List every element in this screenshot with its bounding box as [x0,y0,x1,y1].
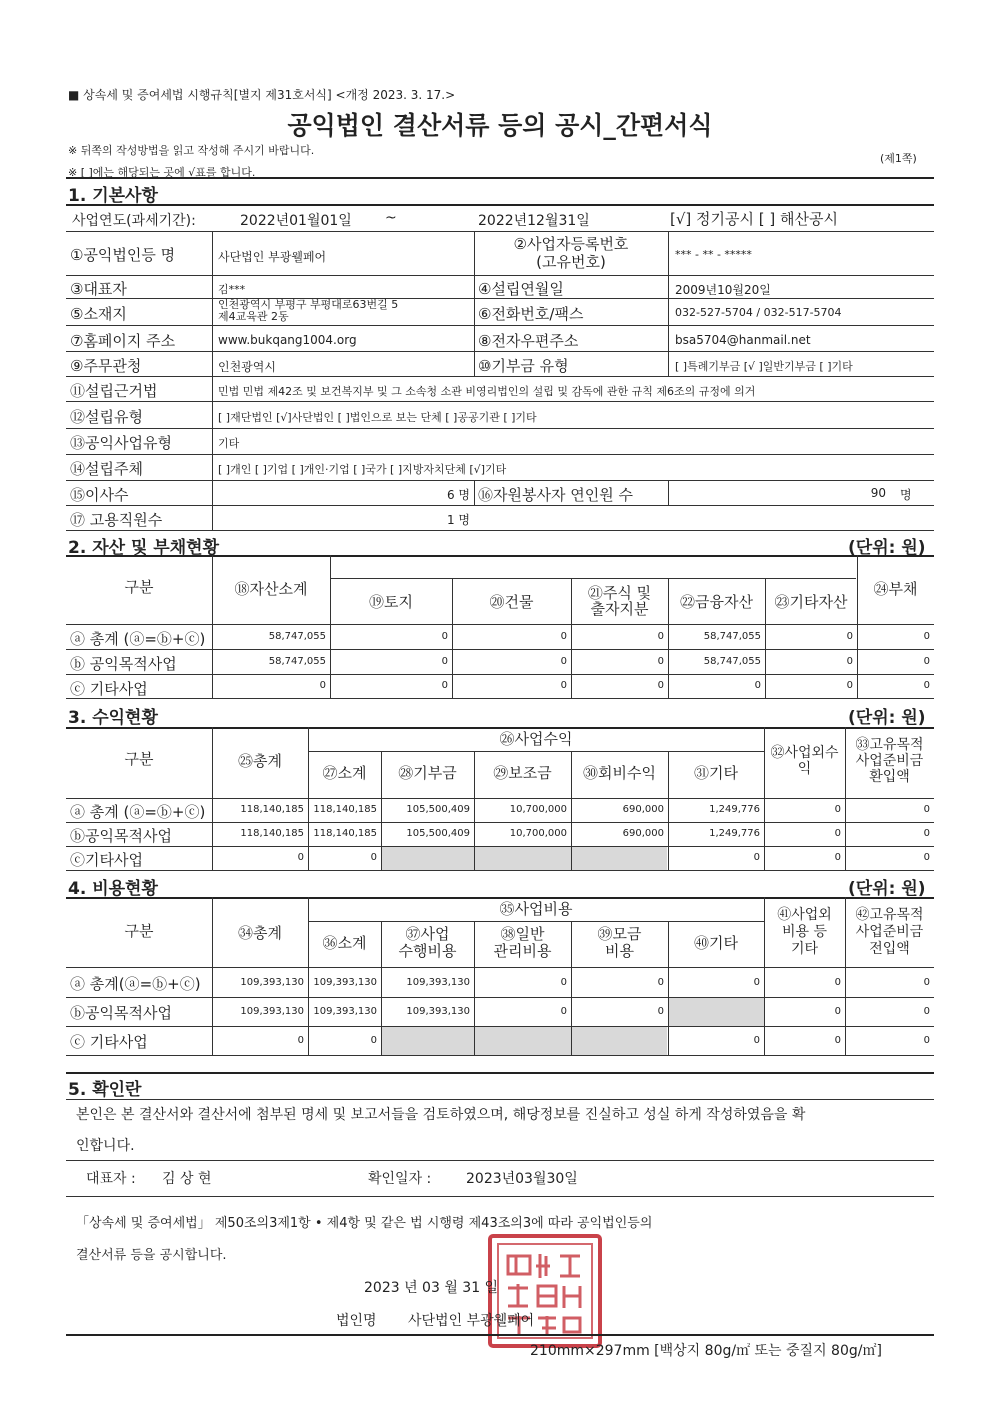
expense-col-gubun: 구분 [124,922,154,940]
address-value: 인천광역시 부평구 부평대로63번길 5 제4교육관 2동 [218,298,399,323]
founder-label: ⑭설립주체 [70,460,143,478]
assets-col-finance: ㉒금융자산 [680,593,753,611]
revenue-row-public-label: ⓑ공익목적사업 [70,827,172,845]
assets-cell: 0 [846,656,853,667]
revenue-cell: 10,700,000 [509,804,567,815]
note-instructions: ※ 뒤쪽의 작성방법을 읽고 작성해 주시기 바랍니다. [68,144,315,157]
assets-col-stock: ㉑주식 및 출자지분 [587,584,652,618]
homepage-value: www.bukqang1004.org [218,333,357,347]
revenue-col-subsidy: ㉙보조금 [493,764,552,782]
assets-col-building: ⑳건물 [489,593,534,611]
revenue-cell: 690,000 [622,828,664,839]
page-title: 공익법인 결산서류 등의 공시_간편서식 [287,111,713,140]
assets-cell: 0 [923,680,930,691]
homepage-label: ⑦홈페이지 주소 [70,332,176,350]
directors-value: 6 명 [446,488,470,502]
revenue-cell: 118,140,185 [240,804,304,815]
assets-col-total: ⑱자산소계 [234,580,308,598]
revenue-cell: 0 [834,804,841,815]
bizno-label: ②사업자등록번호 (고유번호) [513,235,629,271]
expense-cell: 0 [297,1035,304,1046]
bizno-value: *** - ** - ***** [675,248,752,261]
volunteers-unit: 명 [900,488,912,502]
law-reference: ■ 상속세 및 증여세법 시행규칙[별지 제31호서식] <개정 2023. 3. 17.> [68,88,456,102]
expense-cell: 0 [657,1006,664,1017]
notice-date: 2023 년 03 월 31 일 [364,1280,499,1296]
assets-cell: 0 [923,631,930,642]
disclosure-type: [√] 정기공시 [ ] 해산공시 [670,210,838,228]
assets-cell: 0 [657,631,664,642]
founded-value: 2009년10월20일 [675,283,771,297]
corporate-seal [486,1232,604,1350]
assets-cell: 58,747,055 [268,656,326,667]
revenue-cell: 1,249,776 [709,804,760,815]
expense-cell: 0 [834,1035,841,1046]
revenue-cell: 105,500,409 [406,828,470,839]
employees-value: 1 명 [446,513,470,527]
assets-cell: 0 [441,656,448,667]
expense-cell: 0 [560,977,567,988]
expense-cell: 109,393,130 [406,977,470,988]
expense-cell: 0 [923,977,930,988]
expense-col-reserve: ㊷고유목적 사업준비금 전입액 [855,907,924,957]
volunteers-value: 90 [870,486,886,500]
revenue-row-other-label: ⓒ기타사업 [70,851,143,869]
founding-type-label: ⑫설립유형 [70,408,143,426]
legal-basis-label: ⑪설립근거법 [70,382,158,400]
assets-col-gubun: 구분 [124,578,154,596]
assets-cell: 0 [560,631,567,642]
business-type-label: ⑬공익사업유형 [70,434,172,452]
notice-corp-name: 사단법인 부광웰페어 [408,1313,535,1329]
expense-cell: 0 [834,977,841,988]
expense-col-subtotal: ㊱소계 [322,934,367,952]
section-assets-heading: 2. 자산 및 부채현황 [68,538,219,558]
paper-spec: 210mm×297mm [백상지 80g/㎡ 또는 중질지 80g/㎡] [530,1343,882,1359]
revenue-cell: 0 [753,852,760,863]
expense-col-admin: ㊳일반 관리비용 [493,925,552,960]
expense-cell: 109,393,130 [240,1006,304,1017]
period-end: 2022년12월31일 [478,213,590,229]
revenue-cell: 118,140,185 [313,804,377,815]
confirm-text-line2: 인합니다. [76,1138,135,1154]
assets-col-land: ⑲토지 [369,593,413,611]
revenue-col-business: ㉖사업수익 [499,730,573,748]
expense-cell: 0 [923,1035,930,1046]
revenue-col-donation: ㉘기부금 [398,764,457,782]
business-type-value: 기타 [218,437,240,450]
assets-cell: 0 [441,631,448,642]
email-value: bsa5704@hanmail.net [675,333,811,347]
founded-label: ④설립연월일 [478,280,564,298]
revenue-cell: 0 [923,804,930,815]
expense-cell: 0 [753,977,760,988]
assets-cell: 0 [754,680,761,691]
section-confirm-heading: 5. 확인란 [68,1080,142,1100]
notice-line1: 「상속세 및 증여세법」 제50조의3제1항 • 제4항 및 같은 법 시행령 제43조의3에 따라 공익법인등의 [76,1216,653,1231]
donation-type-value: [ ]특례기부금 [√ ]일반기부금 [ ]기타 [675,360,853,373]
assets-cell: 0 [560,656,567,667]
employees-label: ⑰ 고용직원수 [70,511,163,529]
revenue-col-nonbusiness: ㉜사업외수 익 [770,745,839,777]
revenue-col-fee: ㉚회비수익 [583,764,656,782]
expense-cell: 109,393,130 [240,977,304,988]
address-label: ⑤소재지 [70,305,127,323]
revenue-cell: 118,140,185 [313,828,377,839]
expense-cell: 109,393,130 [313,977,377,988]
assets-cell: 0 [657,656,664,667]
revenue-col-gubun: 구분 [124,750,154,768]
assets-cell: 0 [923,656,930,667]
expense-row-public-label: ⓑ공익목적사업 [70,1004,172,1022]
expense-cell: 0 [834,1006,841,1017]
expense-cell: 0 [753,1035,760,1046]
expense-cell: 0 [657,977,664,988]
expense-row-other-label: ⓒ 기타사업 [70,1033,148,1051]
authority-value: 인천광역시 [218,360,276,374]
confirm-date-label: 확인일자 : [368,1171,432,1187]
expense-col-nonbusiness: ㊶사업외 비용 등 기타 [777,907,832,957]
revenue-unit: (단위: 원) [848,708,926,728]
revenue-cell: 0 [297,852,304,863]
revenue-col-subtotal: ㉗소계 [322,764,367,782]
notice-line2: 결산서류 등을 공시합니다. [76,1248,227,1263]
assets-cell: 0 [319,680,326,691]
revenue-col-reserve: ㉝고유목적 사업준비금 환입액 [855,737,924,785]
assets-cell: 0 [657,680,664,691]
assets-cell: 0 [846,631,853,642]
email-label: ⑧전자우편주소 [478,332,579,350]
revenue-col-other: ㉛기타 [694,764,738,782]
page-number: (제1쪽) [880,152,917,165]
assets-unit: (단위: 원) [848,538,926,558]
assets-col-debt: ㉔부채 [873,580,918,598]
founding-type-value: [ ]재단법인 [√]사단법인 [ ]법인으로 보는 단체 [ ]공공기관 [ ]기타 [218,411,537,424]
corp-name-label: ①공익법인등 명 [70,246,176,264]
revenue-cell: 1,249,776 [709,828,760,839]
period-start: 2022년01월01일 [240,213,352,229]
rep-label: ③대표자 [70,280,127,298]
notice-corp-label: 법인명 [336,1313,377,1329]
revenue-cell: 0 [834,852,841,863]
donation-type-label: ⑩기부금 유형 [478,357,569,375]
expense-row-total-label: ⓐ 총계(ⓐ=ⓑ+ⓒ) [70,975,201,993]
period-tilde: ~ [385,210,397,226]
phone-value: 032-527-5704 / 032-517-5704 [675,306,842,319]
expense-col-total: ㉞총계 [238,924,282,942]
legal-basis-value: 민법 민법 제42조 및 보건복지부 및 그 소속청 소관 비영리법인의 설립 및 감독에 관한 규칙 제6조의 규정에 의거 [218,385,756,398]
expense-cell: 0 [560,1006,567,1017]
expense-cell: 109,393,130 [406,1006,470,1017]
authority-label: ⑨주무관청 [70,357,142,375]
note-checkmark: ※ [ ]에는 해당되는 곳에 √표를 합니다. [68,166,256,179]
assets-cell: 0 [560,680,567,691]
expense-col-business: ㉟사업비용 [499,900,573,918]
directors-label: ⑮이사수 [70,486,129,504]
assets-col-other: ㉓기타자산 [774,593,848,611]
phone-label: ⑥전화번호/팩스 [478,305,584,323]
revenue-row-total-label: ⓐ 총계 (ⓐ=ⓑ+ⓒ) [70,803,206,821]
confirm-text-line1: 본인은 본 결산서와 결산서에 첨부된 명세 및 보고서들을 검토하였으며, 해당정보를 진실하고 성실 하게 작성하였음을 확 [76,1107,806,1123]
volunteers-label: ⑯자원봉사자 연인원 수 [478,486,633,504]
revenue-col-total: ㉕총계 [238,752,282,770]
revenue-cell: 0 [834,828,841,839]
expense-cell: 109,393,130 [313,1006,377,1017]
assets-cell: 58,747,055 [703,656,761,667]
corp-name-value: 사단법인 부광웰페어 [218,250,327,264]
assets-row-other-label: ⓒ 기타사업 [70,680,148,698]
expense-cell: 0 [370,1035,377,1046]
assets-cell: 58,747,055 [703,631,761,642]
confirm-rep-label: 대표자 : [86,1171,136,1187]
expense-unit: (단위: 원) [848,879,926,899]
assets-row-total-label: ⓐ 총계 (ⓐ=ⓑ+ⓒ) [70,630,206,648]
section-revenue-heading: 3. 수익현황 [68,708,158,728]
assets-cell: 0 [441,680,448,691]
expense-cell: 0 [923,1006,930,1017]
revenue-cell: 0 [923,852,930,863]
revenue-cell: 105,500,409 [406,804,470,815]
rep-value: 김*** [218,283,246,296]
period-label: 사업연도(과세기간): [72,213,196,229]
revenue-cell: 690,000 [622,804,664,815]
section-basic-heading: 1. 기본사항 [68,186,158,206]
revenue-cell: 10,700,000 [509,828,567,839]
expense-col-fundraising: ㊴모금 비용 [597,925,642,960]
expense-col-other: ㊵기타 [694,934,738,952]
confirm-rep-name: 김 상 현 [162,1171,212,1187]
confirm-date-value: 2023년03월30일 [466,1171,578,1187]
assets-cell: 0 [846,680,853,691]
founder-value: [ ]개인 [ ]기업 [ ]개인·기업 [ ]국가 [ ]지방자치단체 [√]기타 [218,463,507,476]
assets-row-public-label: ⓑ 공익목적사업 [70,655,177,673]
revenue-cell: 0 [370,852,377,863]
expense-col-execution: ㊲사업 수행비용 [398,925,457,960]
revenue-cell: 0 [923,828,930,839]
assets-cell: 58,747,055 [268,631,326,642]
section-expense-heading: 4. 비용현황 [68,879,158,899]
revenue-cell: 118,140,185 [240,828,304,839]
